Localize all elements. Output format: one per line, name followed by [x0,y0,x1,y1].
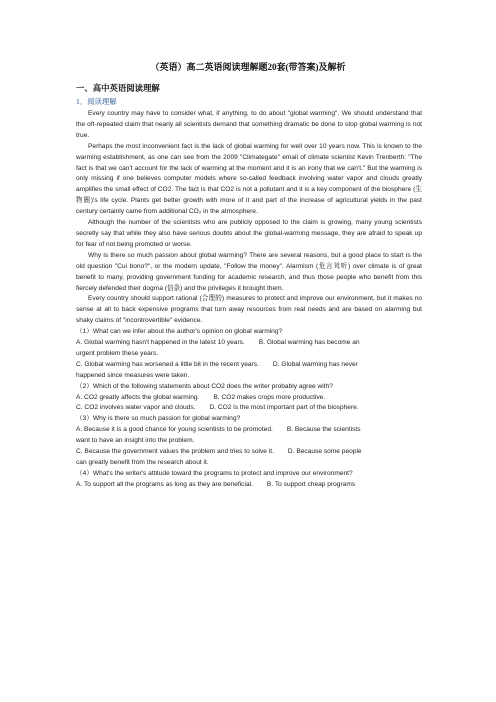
option-a: A. Because it is a good chance for young scientists to be promoted. [76,426,273,434]
section-heading: 一、高中英语阅读理解 [76,84,160,93]
option-c: C. CO2 involves water vapor and clouds. [76,404,196,412]
question-1-options-row-1 [76,338,422,349]
option-a: A. Global warming hasn't happened in the latest 10 years. [76,339,245,347]
option-b: B. Global warming has become an [258,339,360,347]
document-title: （英语）高二英语阅读理解题20套(带答案)及解析 [150,62,346,72]
question-3-options-row-2 [76,447,422,458]
question-1-options-row-2 [76,360,422,371]
passage-paragraph-2: Perhaps the most inconvenient fact is the lack of global warming for well over 10 years now. This is known to the warming establishment, as one can see from the 2009 "Climategate" email of climate scientist Kevin Trenberth: "The fact is that we can't account for the lack of warming at the moment and it is an irony that we can't." But the warming is only missing if one believes computer models where so-called feedback involving water vapor and clouds greatly amplifies the small effect of CO2. The fact is that CO2 is not a pollutant and it is a key component of the biosphere (生物圈)'s life cycle. Plants get better growth with more of it and part of the increase of agricultural yields in the past century certainly came from additional CO₂ in the atmosphere. [76,142,422,216]
option-d: D. Global warming has never [272,360,358,368]
option-a: A. To support all the programs as long as they are beneficial. [76,480,253,488]
question-number-label: 1．阅读理解 [76,97,117,106]
option-b-continuation: want to have an insight into the problem. [76,437,195,445]
question-stem-2: （2）Which of the following statements about CO2 does the writer probably agree with? [76,382,333,390]
option-d-continuation: happened since measures were taken. [76,371,190,379]
reading-passage [76,109,422,491]
question-4-options-row-1 [76,480,422,491]
option-b: B. CO2 makes crops more productive. [213,393,326,401]
question-3-options-row-1 [76,425,422,436]
option-a: A. CO2 greatly affects the global warming. [76,393,200,401]
option-c: C. Global warming has worsened a little bit in the recent years. [76,360,259,368]
question-stem-1: （1）What can we infer about the author's opinion on global warming? [76,328,283,336]
option-d: D. CO2 is the most important part of the biosphere. [209,404,359,412]
question-stem-3: （3）Why is there so much passion for global warming? [76,415,241,423]
passage-paragraph-4: Why is there so much passion about global warming? There are several reasons, but a good place to start is the old question "Cui bono?", or the modern update, "Follow the money". Alarmism (危言耸听) over climate is of great benefit to many, providing government funding for academic research, and thus those people who benefit from this fiercely defended their dogma (信条) and the privileges it brought them. [76,251,422,292]
question-stem-4: （4）What's the writer's attitude toward the programs to protect and improve our environment? [76,469,353,477]
option-b: B. Because the scientists [286,426,361,434]
passage-paragraph-1: Every country may have to consider what, if anything, to do about "global warming". We should understand that the oft-repeated claim that nearly all scientists demand that something dramatic be done to stop global warming is not true. [76,110,422,139]
option-d-continuation: can greatly benefit from the research about it. [76,459,209,466]
option-c: C. Because the government values the problem and tries to solve it. [76,448,274,456]
passage-paragraph-5: Every country should support rational (合理的) measures to protect and improve our environment, but it makes no sense at all to back expensive programs that turn away resources from real needs and are based on alarming but shaky claims of "incontrovertible" evidence. [76,295,422,325]
option-b: B. To support cheap programs [266,480,356,488]
passage-paragraph-3: Although the number of the scientists who are publicly opposed to the claim is growing, many young scientists secretly say that while they also have serious doubts about the global-warming message, they are afraid to speak up for fear of not being promoted or worse. [76,219,422,248]
option-b-continuation: urgent problem these years. [76,349,159,357]
question-2-options-row-2 [76,403,422,414]
question-2-options-row-1 [76,393,422,404]
option-d: D. Because some people [287,448,362,456]
